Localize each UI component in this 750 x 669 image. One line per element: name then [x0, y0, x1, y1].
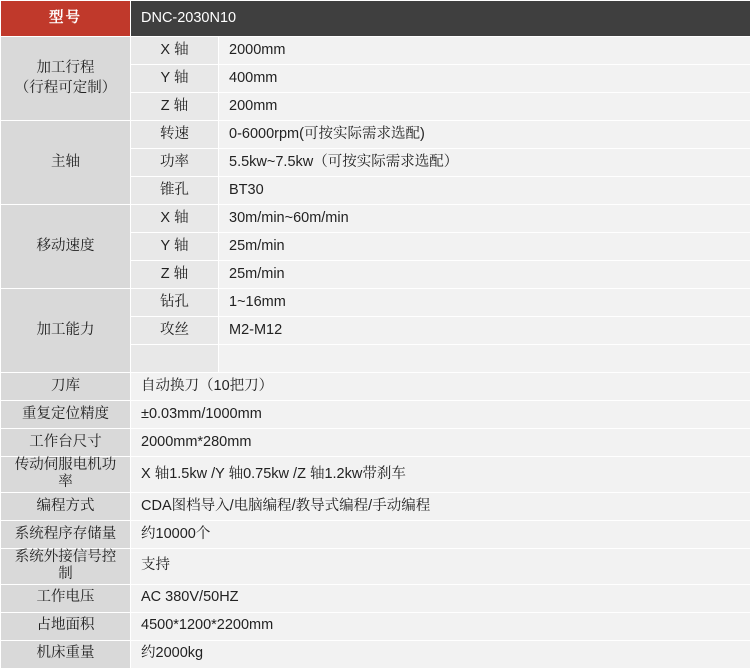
cell-value: 0-6000rpm(可按实际需求选配) — [219, 121, 750, 149]
row-label: 工作台尺寸 — [1, 429, 131, 457]
cell-value: 30m/min~60m/min — [219, 205, 750, 233]
sub-label: Y 轴 — [131, 233, 219, 261]
row-label: 编程方式 — [1, 492, 131, 520]
cell-value: 约10000个 — [131, 520, 750, 548]
sub-label: X 轴 — [131, 37, 219, 65]
sub-label: X 轴 — [131, 205, 219, 233]
model-label: 型号 — [1, 1, 131, 37]
sub-label: 转速 — [131, 121, 219, 149]
cell-value: CDA图档导入/电脑编程/教导式编程/手动编程 — [131, 492, 750, 520]
sub-label: Z 轴 — [131, 261, 219, 289]
row-label: 重复定位精度 — [1, 401, 131, 429]
cell-value: 5.5kw~7.5kw（可按实际需求选配） — [219, 149, 750, 177]
cell-value: 200mm — [219, 93, 750, 121]
cell-value-empty — [219, 345, 750, 373]
group-label-travel-line1: 加工行程 — [11, 59, 120, 79]
group-label-travel — [1, 37, 131, 121]
cell-value: 400mm — [219, 65, 750, 93]
table-row — [1, 640, 750, 668]
table-row — [1, 289, 750, 317]
cell-value: 25m/min — [219, 261, 750, 289]
cell-value: BT30 — [219, 177, 750, 205]
table-row — [1, 457, 750, 493]
row-label: 系统程序存储量 — [1, 520, 131, 548]
cell-value: AC 380V/50HZ — [131, 584, 750, 612]
sub-label: Z 轴 — [131, 93, 219, 121]
cell-value: 2000mm*280mm — [131, 429, 750, 457]
table-row — [1, 548, 750, 584]
cell-value: 25m/min — [219, 233, 750, 261]
cell-value: 2000mm — [219, 37, 750, 65]
table-row — [1, 37, 750, 65]
sub-label: 功率 — [131, 149, 219, 177]
cell-value: 自动换刀（10把刀） — [131, 373, 750, 401]
sub-label: 攻丝 — [131, 317, 219, 345]
row-label: 占地面积 — [1, 612, 131, 640]
row-label: 机床重量 — [1, 640, 131, 668]
cell-value: 1~16mm — [219, 289, 750, 317]
group-label-spindle: 主轴 — [1, 121, 131, 205]
table-row — [1, 429, 750, 457]
row-label: 工作电压 — [1, 584, 131, 612]
row-label: 系统外接信号控制 — [1, 548, 131, 584]
cell-value: 约2000kg — [131, 640, 750, 668]
sub-label-empty — [131, 345, 219, 373]
sub-label: 钻孔 — [131, 289, 219, 317]
table-row — [1, 401, 750, 429]
cell-value: 4500*1200*2200mm — [131, 612, 750, 640]
table-row — [1, 520, 750, 548]
table-header-row — [1, 1, 750, 37]
table-row — [1, 612, 750, 640]
cell-value: 支持 — [131, 548, 750, 584]
cell-value: ±0.03mm/1000mm — [131, 401, 750, 429]
sub-label: Y 轴 — [131, 65, 219, 93]
table-row — [1, 584, 750, 612]
row-label: 传动伺服电机功率 — [1, 457, 131, 493]
table-row — [1, 373, 750, 401]
group-label-capacity: 加工能力 — [1, 289, 131, 373]
group-label-feed-rate: 移动速度 — [1, 205, 131, 289]
table-row — [1, 492, 750, 520]
sub-label: 锥孔 — [131, 177, 219, 205]
cell-value: X 轴1.5kw /Y 轴0.75kw /Z 轴1.2kw带刹车 — [131, 457, 750, 493]
group-label-travel-line2: （行程可定制） — [11, 79, 120, 99]
table-row — [1, 205, 750, 233]
model-value: DNC-2030N10 — [131, 1, 750, 37]
table-row — [1, 121, 750, 149]
row-label: 刀库 — [1, 373, 131, 401]
cell-value: M2-M12 — [219, 317, 750, 345]
